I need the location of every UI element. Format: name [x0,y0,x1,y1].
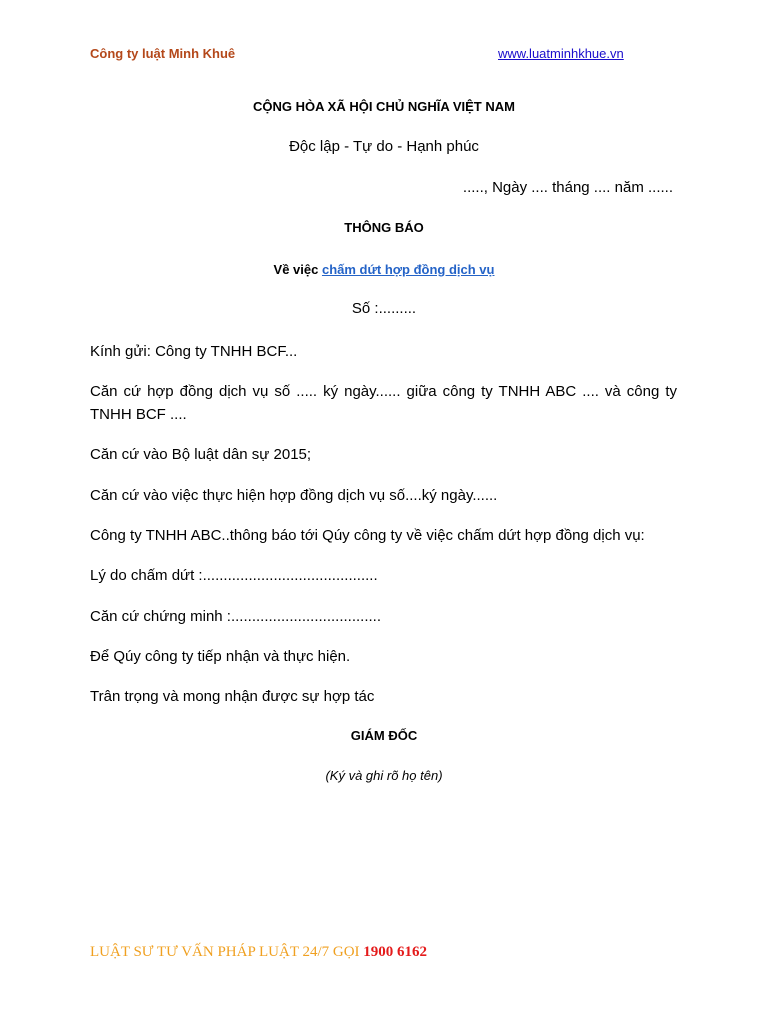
subject-link[interactable]: chấm dứt hợp đồng dịch vụ [321,262,495,277]
signature-note: (Ký và ghi rõ họ tên) [325,768,443,783]
footer-hotline [90,944,427,961]
request-line: Để Qúy công ty tiếp nhận và thực hiện. [90,648,351,665]
footer-phone-number[interactable]: 1900 6162 [363,944,428,960]
basis-contract-paragraph: Căn cứ hợp đồng dịch vụ số ..... ký ngày...... giữa công ty TNHH ABC .... và công ty TNHH BCF .... [90,383,677,423]
subject-prefix: Về việc [273,262,322,277]
document-number: Số :......... [351,300,417,317]
document-title: THÔNG BÁO [344,220,424,235]
recipient-line: Kính gửi: Công ty TNHH BCF... [90,343,298,360]
national-title: CỘNG HÒA XÃ HỘI CHỦ NGHĨA VIỆT NAM [253,99,515,114]
reason-line: Lý do chấm dứt :.......................................... [90,567,378,584]
basis-performance-paragraph: Căn cứ vào việc thực hiện hợp đồng dịch vụ số....ký ngày...... [90,487,498,504]
signer-title: GIÁM ĐỐC [350,728,418,743]
company-name: Công ty luật Minh Khuê [90,46,236,61]
website-link[interactable]: www.luatminhkhue.vn [498,46,624,61]
footer-text: LUẬT SƯ TƯ VẤN PHÁP LUẬT 24/7 GỌI [90,944,364,960]
date-line: ....., Ngày .... tháng .... năm ...... [462,179,673,196]
national-motto: Độc lập - Tự do - Hạnh phúc [289,138,479,155]
closing-line: Trân trọng và mong nhận được sự hợp tác [90,688,375,705]
basis-civil-code-paragraph: Căn cứ vào Bộ luật dân sự 2015; [90,446,312,463]
announcement-paragraph: Công ty TNHH ABC..thông báo tới Qúy công ty về việc chấm dứt hợp đồng dịch vụ: [90,527,645,544]
document-subject [0,262,768,277]
evidence-line: Căn cứ chứng minh :.................................... [90,608,382,625]
